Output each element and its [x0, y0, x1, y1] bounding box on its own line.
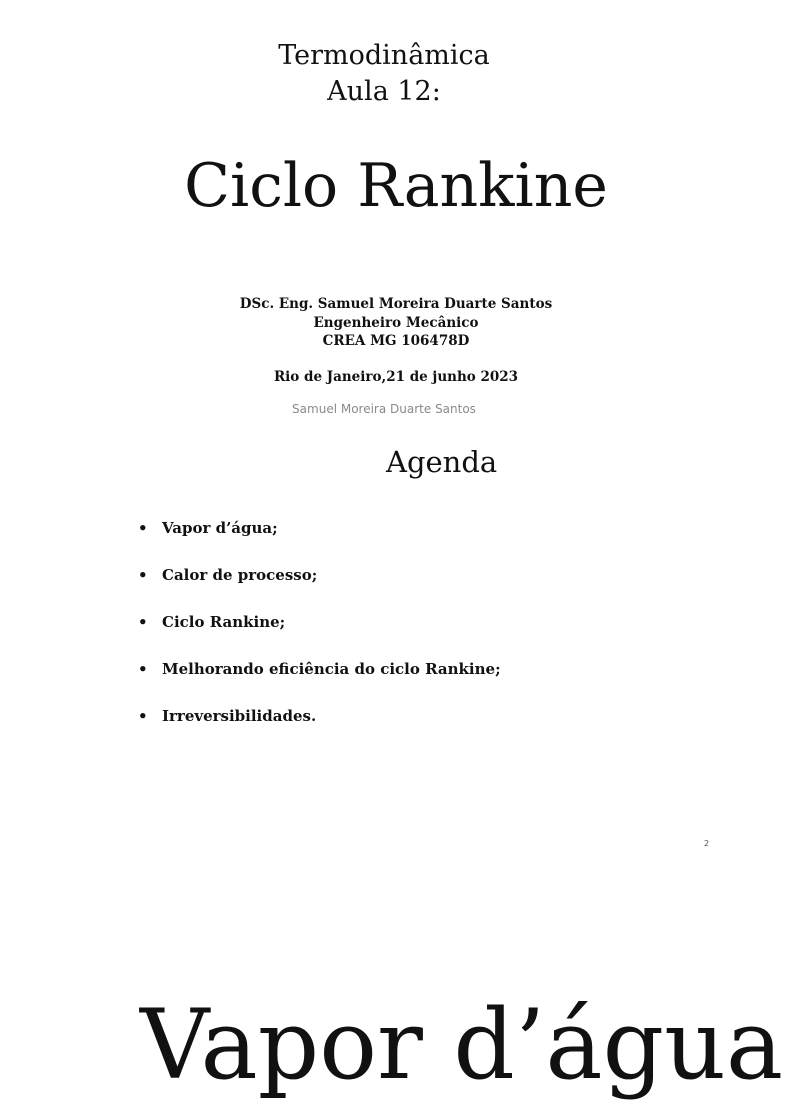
page-number: 2 [704, 839, 710, 848]
agenda-item [138, 557, 501, 604]
agenda-item-label: Calor de processo; [162, 566, 318, 584]
lesson-number: Aula 12: [327, 76, 441, 107]
bullet-icon: • [138, 660, 148, 678]
agenda-list [138, 510, 501, 745]
place-date: Rio de Janeiro,21 de junho 2023 [273, 369, 519, 385]
bullet-icon: • [138, 707, 148, 725]
author-block [0, 295, 792, 351]
agenda-item-label: Ciclo Rankine; [162, 613, 286, 631]
agenda-item-label: Melhorando eficiência do ciclo Rankine; [162, 660, 501, 678]
agenda-item [138, 698, 501, 745]
agenda-item [138, 604, 501, 651]
agenda-item-label: Vapor d’água; [162, 519, 278, 537]
bullet-icon: • [138, 566, 148, 584]
page-title: Ciclo Rankine [184, 151, 608, 221]
agenda-heading: Agenda [386, 445, 498, 479]
agenda-item [138, 651, 501, 698]
footer-author: Samuel Moreira Duarte Santos [292, 402, 476, 416]
agenda-item-label: Irreversibilidades. [162, 707, 317, 725]
author-role: Engenheiro Mecânico [313, 314, 479, 331]
course-title: Termodinâmica [278, 40, 490, 71]
bullet-icon: • [138, 613, 148, 631]
bullet-icon: • [138, 519, 148, 537]
next-slide-title: Vapor d’água [140, 989, 784, 1101]
author-registration: CREA MG 106478D [322, 333, 470, 349]
author-name: DSc. Eng. Samuel Moreira Duarte Santos [239, 296, 553, 312]
agenda-item [138, 510, 501, 557]
